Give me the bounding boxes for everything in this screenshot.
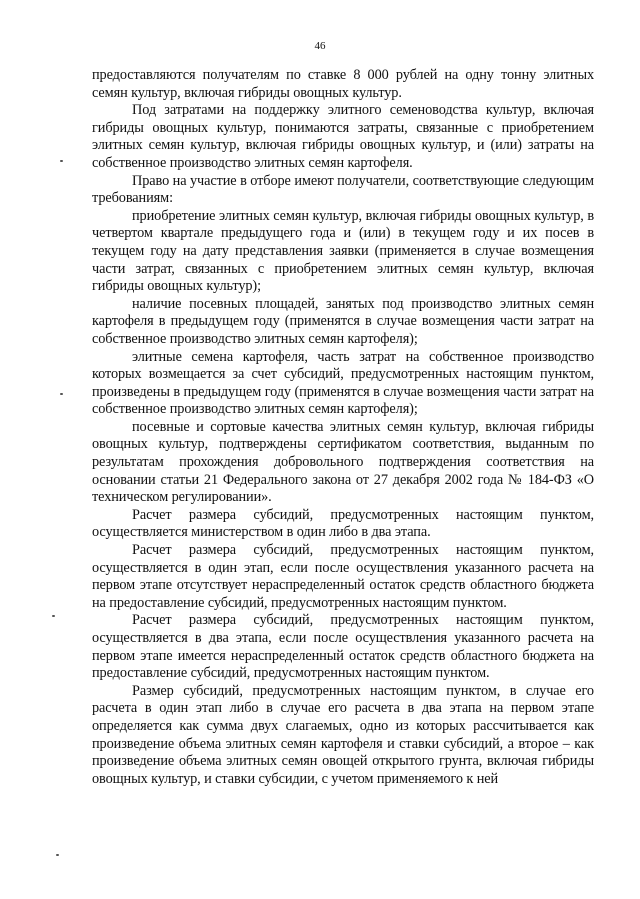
paragraph-calculation-stages: Расчет размера субсидий, предусмотренных настоящим пунктом, осуществляется министерством в один либо в два этапа. (92, 506, 594, 541)
paragraph-continuation: предоставляются получателям по ставке 8 000 рублей на одну тонну элитных семян культур, включая гибриды овощных культур. (92, 67, 594, 101)
document-body (92, 67, 594, 788)
paragraph-two-stages: Расчет размера субсидий, предусмотренных настоящим пунктом, осуществляется в два этапа, если после осуществления указанного расчета на первом этапе имеется нераспределенный остаток средств областного бюджета на предоставление субсидий, предусмотренных настоящим пунктом. (92, 612, 594, 682)
scan-speck (56, 854, 59, 856)
scan-speck (60, 393, 63, 395)
paragraph-one-stage: Расчет размера субсидий, предусмотренных настоящим пунктом, осуществляется в один этап, если после осуществления указанного расчета на первом этапе отсутствует нераспределенный остаток средств областного бюджета на предоставление субсидий, предусмотренных настоящим пунктом. (92, 542, 594, 611)
requirement-item: элитные семена картофеля, часть затрат на собственное производство которых возмещается за счет субсидий, предусмотренных настоящим пунктом, произведены в предыдущем году (применятся в случае возмещения части затрат на собственное производство элитных семян картофеля); (92, 348, 594, 418)
paragraph-subsidy-size: Размер субсидий, предусмотренных настоящим пунктом, в случае его расчета в один этап либо в случае его расчета в два этапа на первом этапе определяется как сумма двух слагаемых, одно из которых рассчитывается как произведение объема элитных семян картофеля и ставки субсидий, а второе – как произведение объема элитных семян овощей открытого грунта, включая гибриды овощных культур, и ставки субсидии, с учетом применяемого к ней (92, 682, 594, 787)
paragraph-eligibility-intro: Право на участие в отборе имеют получатели, соответствующие следующим требованиям: (92, 172, 594, 207)
scan-speck (60, 160, 63, 162)
requirement-item: наличие посевных площадей, занятых под производство элитных семян картофеля в предыдущем году (применятся в случае возмещения части затрат на собственное производство элитных семян картофеля); (92, 295, 594, 347)
paragraph-costs-definition: Под затратами на поддержку элитного семеноводства культур, включая гибриды овощных культур, понимаются затраты, связанные с приобретением элитных семян культур, включая гибриды овощных культур, и (или) затраты на собственное производство элитных семян картофеля. (92, 102, 594, 171)
requirement-item: приобретение элитных семян культур, включая гибриды овощных культур, в четвертом квартале предыдущего года и (или) в текущем году и их посев в текущем году на дату представления заявки (применяется в случае возмещения части затрат, связанных с приобретением элитных семян культур, включая гибриды овощных культур); (92, 207, 594, 295)
page-number: 46 (314, 40, 326, 52)
scan-speck (52, 615, 55, 617)
requirement-item: посевные и сортовые качества элитных семян культур, включая гибриды овощных культур, подтверждены сертификатом соответствия, выданным по результатам прохождения добровольного подтверждения соответствия на основании статьи 21 Федерального закона от 27 декабря 2002 года № 184-ФЗ «О техническом регулировании». (92, 418, 594, 506)
